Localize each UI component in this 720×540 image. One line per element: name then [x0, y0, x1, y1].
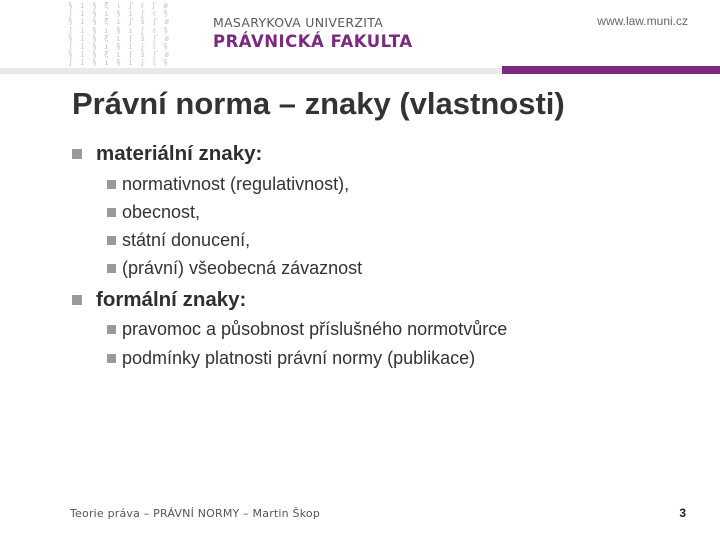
sub-bullet-text: podmínky platnosti právní normy (publikace): [122, 348, 476, 368]
slide-title: Právní norma – znaky (vlastnosti): [72, 86, 565, 121]
sub-bullet-text: normativnost (regulativnost),: [122, 174, 350, 194]
slide-header: [0, 0, 720, 68]
bullet-square-icon: [72, 149, 82, 159]
sub-bullet: [107, 348, 475, 369]
sub-bullet-text: (právní) všeobecná závaznost: [122, 258, 363, 278]
bullet-square-icon: [107, 236, 116, 245]
sub-bullet-text: obecnost,: [122, 202, 201, 222]
sub-bullet-text: pravomoc a působnost příslušného normotvůrce: [122, 319, 508, 339]
sub-bullet: [107, 202, 200, 223]
footer-text: Teorie práva – PRÁVNÍ NORMY – Martin Škop: [70, 507, 321, 520]
bullet-label: formální znaky:: [96, 288, 247, 311]
website-url[interactable]: www.law.muni.cz: [597, 14, 688, 28]
bullet-square-icon: [107, 208, 116, 217]
bullet-square-icon: [107, 354, 116, 363]
sub-bullet: [107, 319, 507, 340]
bullet-square-icon: [72, 295, 82, 305]
bullet-square-icon: [107, 180, 116, 189]
sub-bullet: [107, 230, 250, 251]
sub-bullet: [107, 258, 362, 279]
sub-bullet: [107, 174, 349, 195]
logo-pattern: § i § ξ ι ʃ ℓ ʃ ø ʃ í § ı § ı ʃ ℓ § § í § ξ ı ʃ ŝ ʃ ø ʃ í § ı § ı ʃ ℓ § § í § ξ ı ʃ ŝ ʃ ø ʃ í § ı § ı ʃ ℓ § § í § ξ ı ʃ ŝ ʃ ø ʃ í § ı § ı ʃ ℓ §: [68, 2, 171, 68]
bullet-square-icon: [107, 264, 116, 273]
bullet-formal-signs: [72, 288, 246, 312]
sub-bullet-text: státní donucení,: [122, 230, 251, 250]
bullet-label: materiální znaky:: [96, 142, 263, 165]
university-name: MASARYKOVA UNIVERZITA: [213, 15, 384, 30]
faculty-name: PRÁVNICKÁ FAKULTA: [213, 32, 413, 51]
page-number: 3: [679, 506, 686, 520]
bullet-square-icon: [107, 325, 116, 334]
bullet-material-signs: [72, 142, 262, 166]
accent-bar: [502, 66, 720, 74]
